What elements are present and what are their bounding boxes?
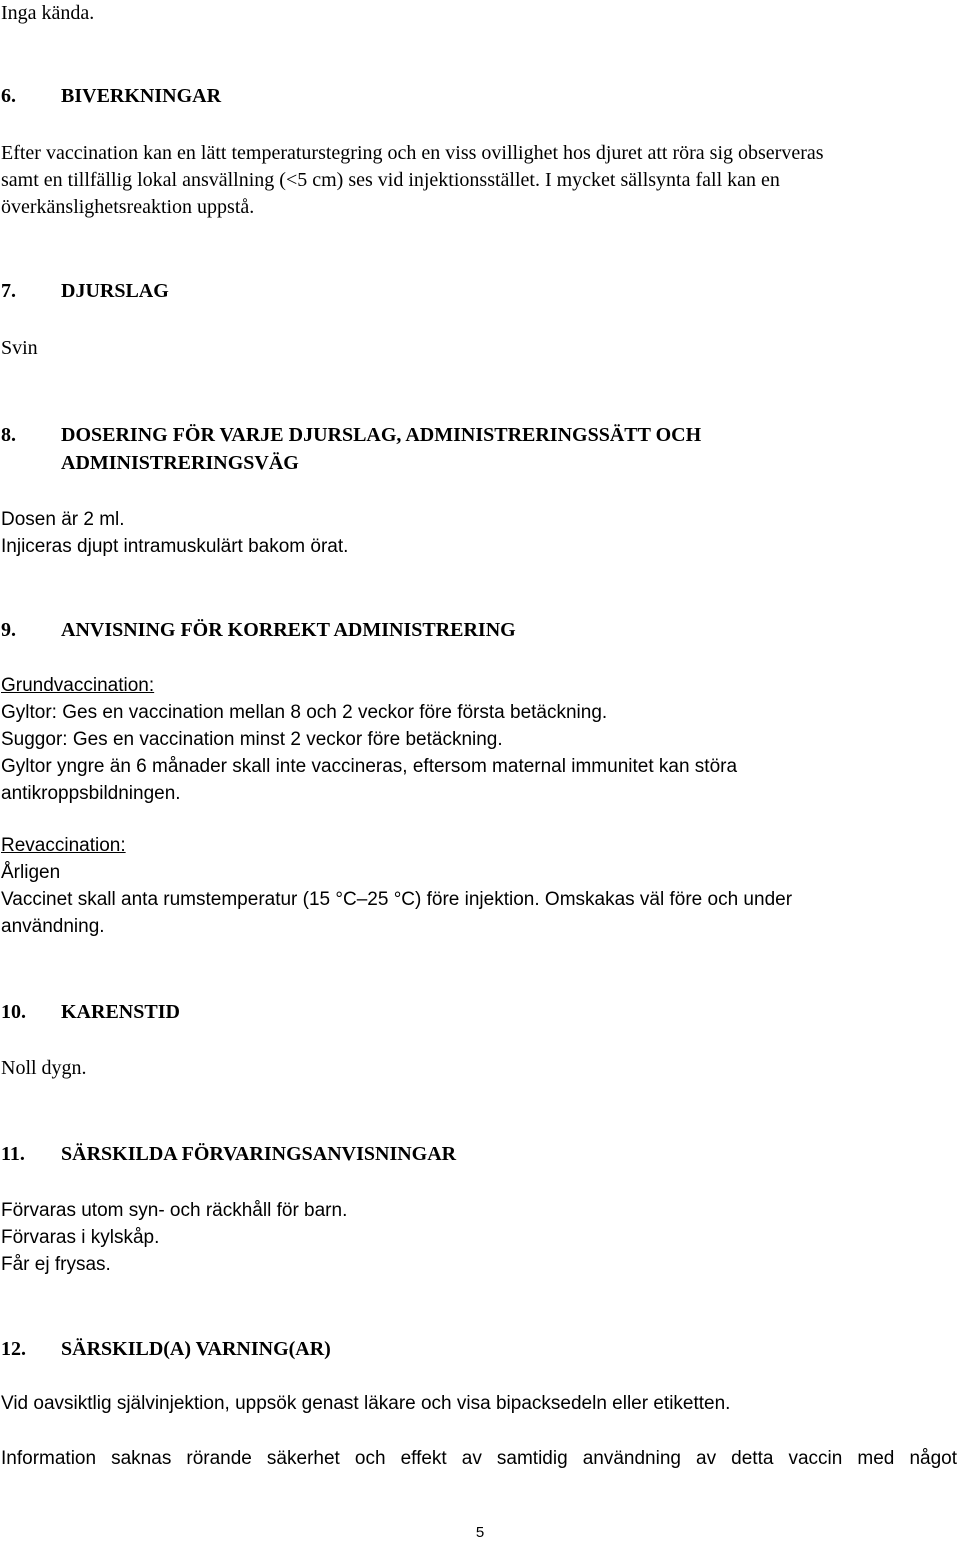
section-8-heading [1,422,701,448]
paragraph-line: Gyltor: Ges en vaccination mellan 8 och 2 veckor före första betäckning. [1,702,608,723]
section-title: ANVISNING FÖR KORREKT ADMINISTRERING [61,619,516,641]
paragraph-line: Gyltor yngre än 6 månader skall inte vaccineras, eftersom maternal immunitet kan störa [1,756,738,777]
subheading-grundvaccination: Grundvaccination: [1,675,155,696]
paragraph-line: Information saknas rörande säkerhet och effekt av samtidig användning av detta vaccin med något [1,1448,957,1469]
paragraph-line: samt en tillfällig lokal ansvällning (<5 cm) ses vid injektionsstället. I mycket sällsynta fall kan en [1,169,780,191]
section-9-heading [1,617,516,643]
section-title: DJURSLAG [61,280,169,302]
section-number: 7. [1,280,16,302]
paragraph-line: Noll dygn. [1,1057,87,1079]
paragraph-line: överkänslighetsreaktion uppstå. [1,196,255,218]
paragraph-line: Injiceras djupt intramuskulärt bakom örat. [1,536,349,557]
section-number: 6. [1,85,16,107]
paragraph-line: Dosen är 2 ml. [1,509,125,530]
section-title: SÄRSKILDA FÖRVARINGSANVISNINGAR [61,1143,457,1165]
section-title: BIVERKNINGAR [61,85,222,107]
section-number: 8. [1,424,16,446]
section-number: 12. [1,1338,26,1360]
paragraph-line: Förvaras utom syn- och räckhåll för barn. [1,1200,348,1221]
paragraph-line: Efter vaccination kan en lätt temperaturstegring och en viss ovillighet hos djuret att röra sig observeras [1,142,824,164]
paragraph-line: Får ej frysas. [1,1254,111,1275]
paragraph-line: Svin [1,337,38,359]
section-number: 11. [1,1143,25,1165]
section-title: SÄRSKILD(A) VARNING(AR) [61,1338,331,1360]
section-title-continued: ADMINISTRERINGSVÄG [61,452,299,474]
section-11-heading [1,1141,456,1167]
paragraph-line: Vaccinet skall anta rumstemperatur (15 °C–25 °C) före injektion. Omskakas väl före och under [1,889,793,910]
paragraph-line: användning. [1,916,105,937]
paragraph-line: Årligen [1,862,61,883]
section-number: 10. [1,1001,26,1023]
section-number: 9. [1,619,16,641]
section-7-heading [1,278,169,304]
section-10-heading [1,999,180,1025]
section-6-heading [1,83,221,109]
paragraph-line: Förvaras i kylskåp. [1,1227,160,1248]
subheading-revaccination: Revaccination: [1,835,126,856]
section-title: KARENSTID [61,1001,180,1023]
paragraph-line: antikroppsbildningen. [1,783,181,804]
prev-section-text: Inga kända. [1,2,95,24]
paragraph-line: Vid oavsiktlig självinjektion, uppsök genast läkare och visa bipacksedeln eller etiketten. [1,1393,731,1414]
page-number: 5 [475,1524,485,1541]
section-title: DOSERING FÖR VARJE DJURSLAG, ADMINISTRERINGSSÄTT OCH [61,424,702,446]
paragraph-line: Suggor: Ges en vaccination minst 2 veckor före betäckning. [1,729,503,750]
section-12-heading [1,1336,331,1362]
